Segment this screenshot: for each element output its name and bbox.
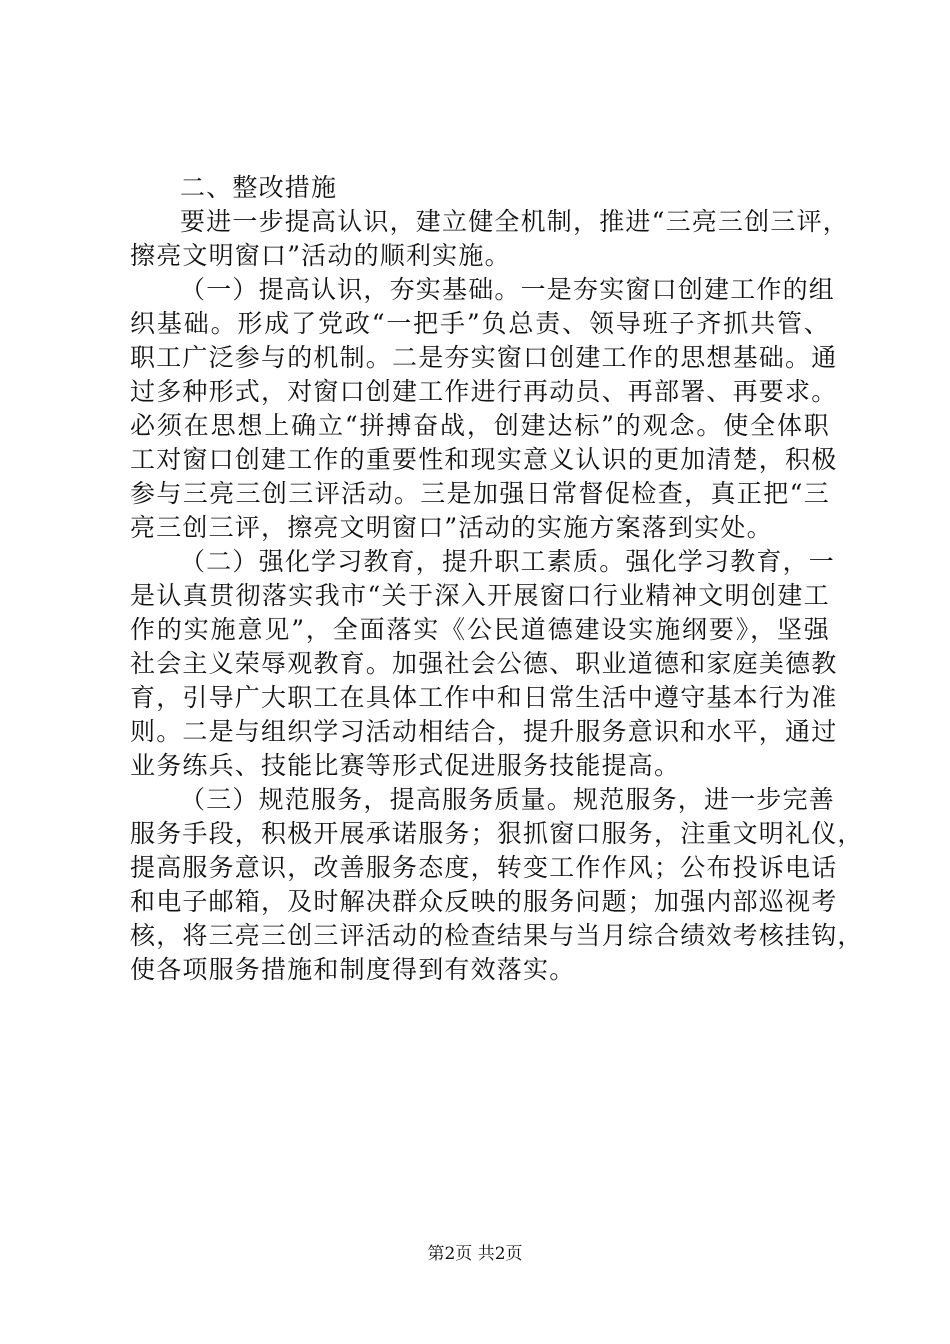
paragraph-line: 织基础。形成了党政“一把手”负总责、领导班子齐抓共管、 [130, 309, 830, 338]
paragraph-line: 职工广泛参与的机制。二是夯实窗口创建工作的思想基础。通 [130, 343, 838, 372]
paragraph-line: 作的实施意见”，全面落实《公民道德建设实施纲要》，坚强 [130, 615, 830, 644]
paragraph-line: 和电子邮箱，及时解决群众反映的服务问题；加强内部巡视考 [130, 887, 838, 916]
paragraph-line: 社会主义荣辱观教育。加强社会公德、职业道德和家庭美德教 [130, 649, 838, 678]
paragraph-line: 育，引导广大职工在具体工作中和日常生活中遵守基本行为准 [130, 683, 838, 712]
paragraph-line: 过多种形式，对窗口创建工作进行再动员、再部署、再要求。 [130, 377, 838, 406]
paragraph-line: 必须在思想上确立“拼搏奋战，创建达标”的观念。使全体职 [130, 411, 830, 440]
page-number-footer: 第2页 共2页 [427, 1244, 523, 1264]
paragraph-line: 提高服务意识，改善服务态度，转变工作作风；公布投诉电话 [130, 853, 838, 882]
paragraph-line: 工对窗口创建工作的重要性和现实意义认识的更加清楚，积极 [130, 445, 838, 474]
paragraph-line: （三）规范服务，提高服务质量。规范服务，进一步完善 [180, 785, 836, 814]
paragraph-line: 参与三亮三创三评活动。三是加强日常督促检查，真正把“三 [130, 479, 830, 508]
document-body [130, 171, 864, 987]
paragraph-line: （一）提高认识，夯实基础。一是夯实窗口创建工作的组 [180, 275, 836, 304]
paragraph-line: 擦亮文明窗口”活动的顺利实施。 [130, 241, 511, 270]
paragraph-line: 亮三创三评，擦亮文明窗口”活动的实施方案落到实处。 [130, 513, 773, 542]
section-heading: 二、整改措施 [180, 173, 338, 202]
paragraph-line: 业务练兵、技能比赛等形式促进服务技能提高。 [130, 751, 681, 780]
paragraph-line: （二）强化学习教育，提升职工素质。强化学习教育，一 [180, 547, 836, 576]
paragraph-line: 使各项服务措施和制度得到有效落实。 [130, 955, 576, 984]
paragraph-line: 则。二是与组织学习活动相结合，提升服务意识和水平，通过 [130, 717, 838, 746]
paragraph-line: 核，将三亮三创三评活动的检查结果与当月综合绩效考核挂钩， [130, 921, 864, 950]
paragraph-line: 要进一步提高认识，建立健全机制，推进“三亮三创三评， [180, 207, 849, 236]
paragraph-line: 服务手段，积极开展承诺服务；狠抓窗口服务，注重文明礼仪， [130, 819, 864, 848]
paragraph-line: 是认真贯彻落实我市“关于深入开展窗口行业精神文明创建工 [130, 581, 830, 610]
